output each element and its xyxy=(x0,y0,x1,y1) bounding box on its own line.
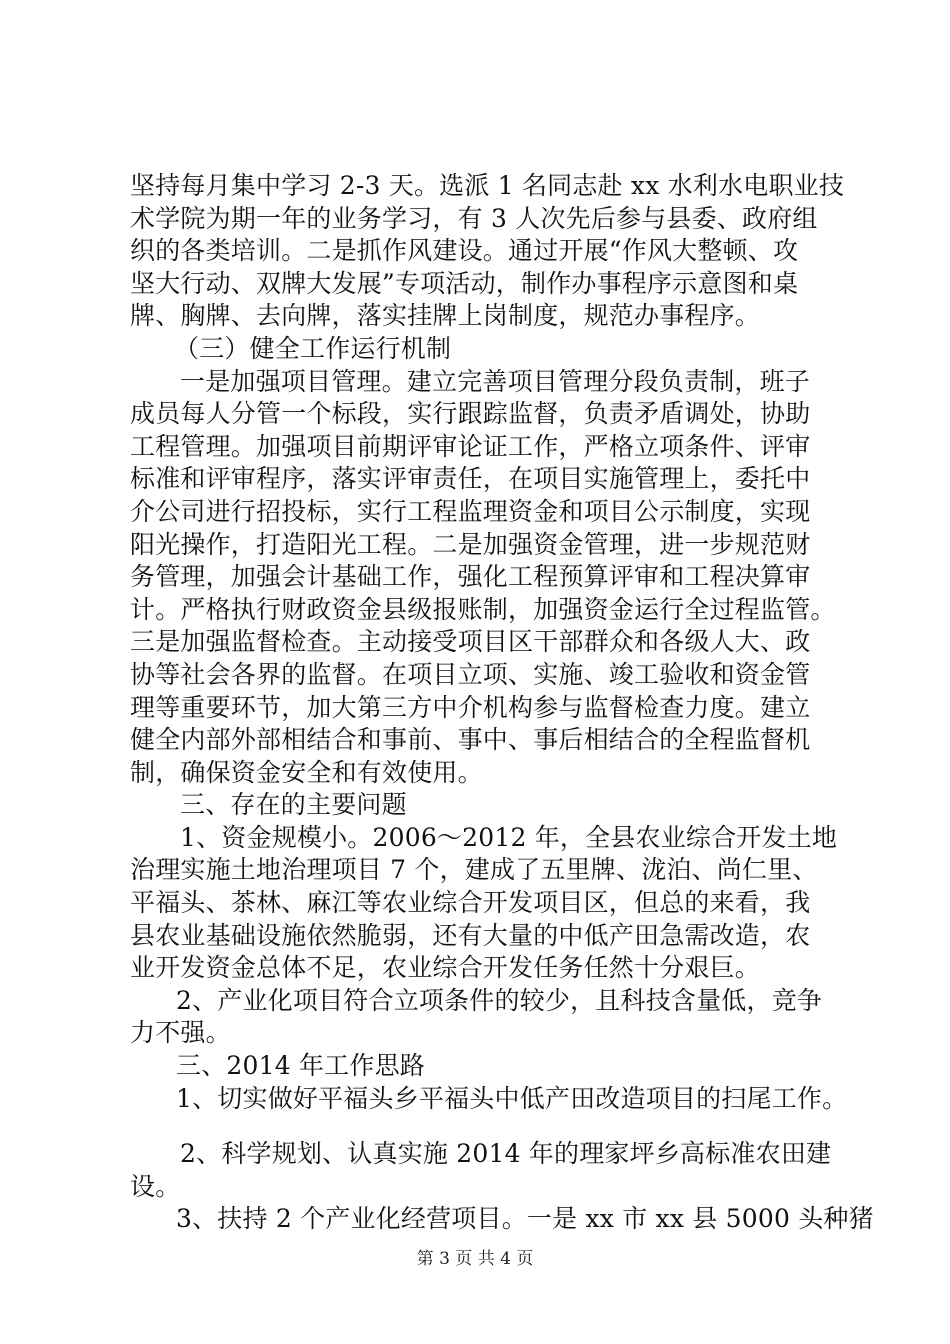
text-line: 1、资金规模小。2006～2012 年，全县农业综合开发土地 xyxy=(180,822,838,852)
text-line: 平福头、茶林、麻江等农业综合开发项目区，但总的来看，我 xyxy=(130,888,811,918)
text-line: 健全内部外部相结合和事前、事中、事后相结合的全程监督机 xyxy=(130,725,811,755)
text-line: 一是加强项目管理。建立完善项目管理分段负责制，班子 xyxy=(180,366,811,396)
text-line: 阳光操作，打造阳光工程。二是加强资金管理，进一步规范财 xyxy=(130,529,811,559)
text-line: 业开发资金总体不足，农业综合开发任务任然十分艰巨。 xyxy=(130,953,761,983)
text-line: 术学院为期一年的业务学习，有 3 人次先后参与县委、政府组 xyxy=(130,203,818,233)
text-line: 3、扶持 2 个产业化经营项目。一是 xx 市 xx 县 5000 头种猪 xyxy=(176,1204,874,1234)
text-line: 坚大行动、双牌大发展”专项活动，制作办事程序示意图和桌 xyxy=(130,268,799,298)
text-line: （三）健全工作运行机制 xyxy=(174,333,452,363)
page-footer: 第 3 页 共 4 页 xyxy=(416,1249,534,1269)
document-body xyxy=(130,170,874,1236)
text-line: 三是加强监督检查。主动接受项目区干部群众和各级人大、政 xyxy=(130,627,811,657)
text-line: 2、科学规划、认真实施 2014 年的理家坪乡高标准农田建 xyxy=(180,1139,832,1169)
text-line: 计。严格执行财政资金县级报账制，加强资金运行全过程监管。 xyxy=(130,594,836,624)
text-line: 务管理，加强会计基础工作，强化工程预算评审和工程决算审 xyxy=(130,562,811,592)
text-line: 2、产业化项目符合立项条件的较少，且科技含量低，竞争 xyxy=(176,985,823,1015)
text-line: 1、切实做好平福头乡平福头中低产田改造项目的扫尾工作。 xyxy=(176,1083,848,1113)
text-line: 三、存在的主要问题 xyxy=(180,790,407,820)
text-line: 协等社会各界的监督。在项目立项、实施、竣工验收和资金管 xyxy=(130,659,811,689)
text-line: 标准和评审程序，落实评审责任，在项目实施管理上，委托中 xyxy=(130,464,811,494)
paragraph-gap xyxy=(130,1115,850,1138)
text-line: 坚持每月集中学习 2-3 天。选派 1 名同志赴 xx 水利水电职业技 xyxy=(130,171,845,200)
text-line: 设。 xyxy=(130,1171,181,1201)
text-line: 理等重要环节，加大第三方中介机构参与监督检查力度。建立 xyxy=(130,692,811,722)
text-line: 织的各类培训。二是抓作风建设。通过开展“作风大整顿、攻 xyxy=(130,236,799,266)
text-line: 介公司进行招投标，实行工程监理资金和项目公示制度，实现 xyxy=(130,496,811,526)
text-line: 牌、胸牌、去向牌，落实挂牌上岗制度，规范办事程序。 xyxy=(130,301,761,331)
text-line: 三、2014 年工作思路 xyxy=(176,1051,425,1081)
text-line: 工程管理。加强项目前期评审论证工作，严格立项条件、评审 xyxy=(130,431,811,461)
text-line: 成员每人分管一个标段，实行跟踪监督，负责矛盾调处，协助 xyxy=(130,399,811,429)
text-line: 制，确保资金安全和有效使用。 xyxy=(130,757,483,787)
text-line: 治理实施土地治理项目 7 个，建成了五里牌、泷泊、尚仁里、 xyxy=(130,855,818,885)
text-line: 力不强。 xyxy=(130,1018,231,1048)
text-line: 县农业基础设施依然脆弱，还有大量的中低产田急需改造，农 xyxy=(130,920,811,950)
